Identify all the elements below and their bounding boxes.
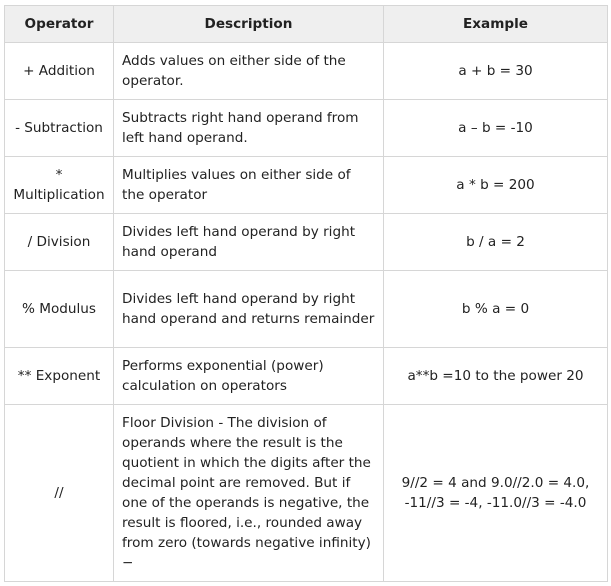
description-cell: Floor Division - The division of operands where the result is the quotient in which the digits after the decimal point are removed. But if one of the operands is negative, the result is floored, i.e., rounded away from zero (towards negative infinity) − <box>114 405 384 582</box>
table-header-row <box>5 6 608 43</box>
example-cell: b % a = 0 <box>384 271 608 348</box>
operator-cell: + Addition <box>5 43 114 100</box>
example-cell: 9//2 = 4 and 9.0//2.0 = 4.0, -11//3 = -4, -11.0//3 = -4.0 <box>384 405 608 582</box>
table-row <box>5 43 608 100</box>
description-cell: Performs exponential (power) calculation on operators <box>114 348 384 405</box>
operator-cell: - Subtraction <box>5 100 114 157</box>
operator-cell: ** Exponent <box>5 348 114 405</box>
example-cell: a + b = 30 <box>384 43 608 100</box>
table-row <box>5 348 608 405</box>
table-row <box>5 157 608 214</box>
table-row <box>5 214 608 271</box>
table-row <box>5 271 608 348</box>
arithmetic-operators-table <box>4 5 608 582</box>
table-row <box>5 405 608 582</box>
description-cell: Divides left hand operand by right hand operand <box>114 214 384 271</box>
operator-cell: % Modulus <box>5 271 114 348</box>
header-description: Description <box>114 6 384 43</box>
operators-table-container <box>4 5 607 582</box>
example-cell: a * b = 200 <box>384 157 608 214</box>
table-row <box>5 100 608 157</box>
example-cell: a – b = -10 <box>384 100 608 157</box>
example-cell: a**b =10 to the power 20 <box>384 348 608 405</box>
operator-cell: // <box>5 405 114 582</box>
header-operator: Operator <box>5 6 114 43</box>
description-cell: Multiplies values on either side of the operator <box>114 157 384 214</box>
example-cell: b / a = 2 <box>384 214 608 271</box>
description-cell: Adds values on either side of the operator. <box>114 43 384 100</box>
header-example: Example <box>384 6 608 43</box>
operator-cell: / Division <box>5 214 114 271</box>
description-cell: Subtracts right hand operand from left hand operand. <box>114 100 384 157</box>
operator-cell: * Multiplication <box>5 157 114 214</box>
description-cell: Divides left hand operand by right hand operand and returns remainder <box>114 271 384 348</box>
